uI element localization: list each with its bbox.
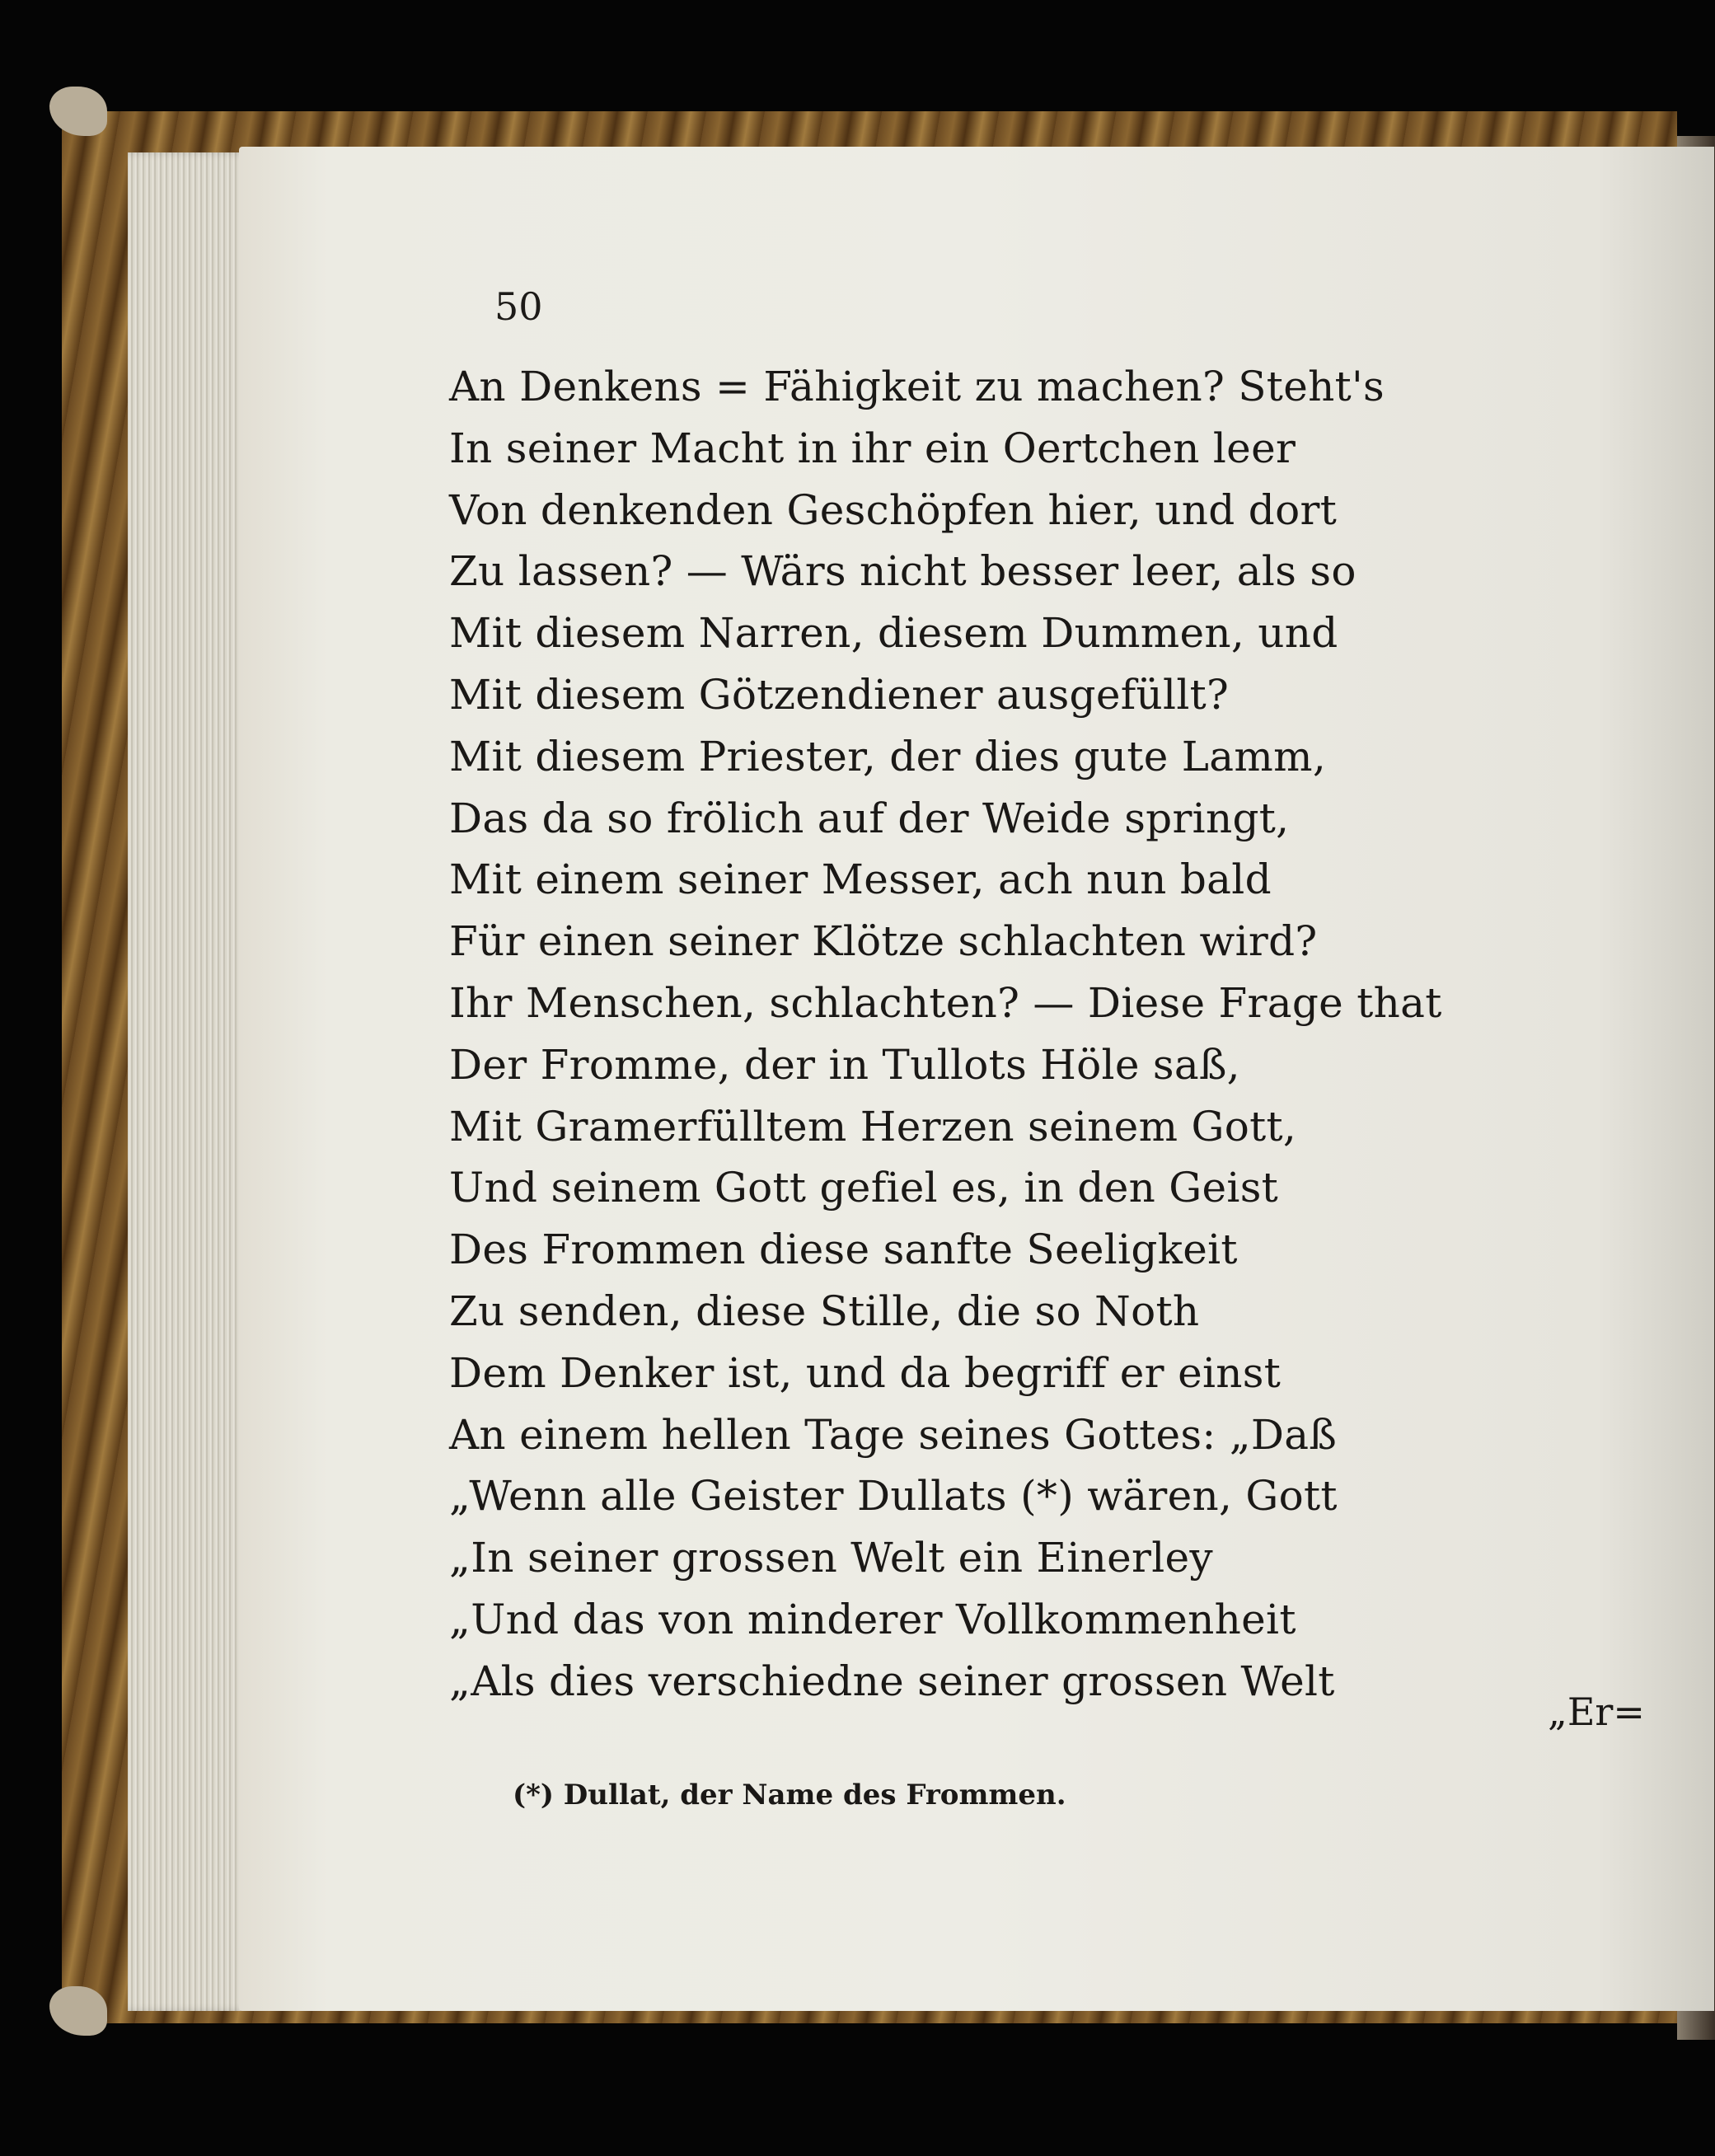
verse-line: Zu lassen? — Wärs nicht besser leer, als so — [449, 547, 1357, 596]
verse-line: Des Frommen diese sanfte Seeligkeit — [449, 1226, 1238, 1274]
verse-line: Der Fromme, der in Tullots Höle saß, — [449, 1040, 1240, 1089]
verse-line: Für einen seiner Klötze schlachten wird? — [449, 917, 1318, 966]
page-number: 50 — [494, 284, 543, 329]
verse-line: Von denkenden Geschöpfen hier, und dort — [449, 485, 1338, 534]
verse-line: An einem hellen Tage seines Gottes: „Daß — [449, 1410, 1338, 1459]
cover-corner — [49, 87, 107, 136]
verse-line: Zu senden, diese Stille, die so Noth — [449, 1287, 1200, 1335]
verse-line: Das da so frölich auf der Weide springt, — [449, 794, 1290, 842]
verse-line: Mit Gramerfülltem Herzen seinem Gott, — [449, 1102, 1297, 1151]
verse-line: Dem Denker ist, und da begriff er einst — [449, 1348, 1282, 1397]
verse-line: Mit einem seiner Messer, ach nun bald — [449, 855, 1272, 904]
poem-text — [449, 356, 1442, 1713]
cover-corner — [49, 1986, 107, 2036]
verse-line: Mit diesem Priester, der dies gute Lamm, — [449, 732, 1327, 780]
catchword: „Er= — [1548, 1690, 1645, 1734]
verse-line: „Und das von minderer Vollkommenheit — [449, 1595, 1296, 1643]
verse-line: Mit diesem Götzendiener ausgefüllt? — [449, 670, 1230, 719]
footnote: (*) Dullat, der Name des Frommen. — [513, 1779, 1066, 1812]
verse-line: Und seinem Gott gefiel es, in den Geist — [449, 1164, 1279, 1212]
verse-line: Ihr Menschen, schlachten? — Diese Frage that — [449, 978, 1442, 1027]
verse-line: In seiner Macht in ihr ein Oertchen leer — [449, 424, 1296, 472]
verse-line: An Denkens = Fähigkeit zu machen? Steht's — [449, 363, 1385, 410]
verse-line: „Wenn alle Geister Dullats (*) wären, Gott — [449, 1472, 1338, 1521]
verse-line: Mit diesem Narren, diesem Dummen, und — [449, 609, 1338, 658]
verse-line: „In seiner grossen Welt ein Einerley — [449, 1534, 1213, 1582]
verse-line: „Als dies verschiedne seiner grossen Welt — [449, 1657, 1335, 1705]
